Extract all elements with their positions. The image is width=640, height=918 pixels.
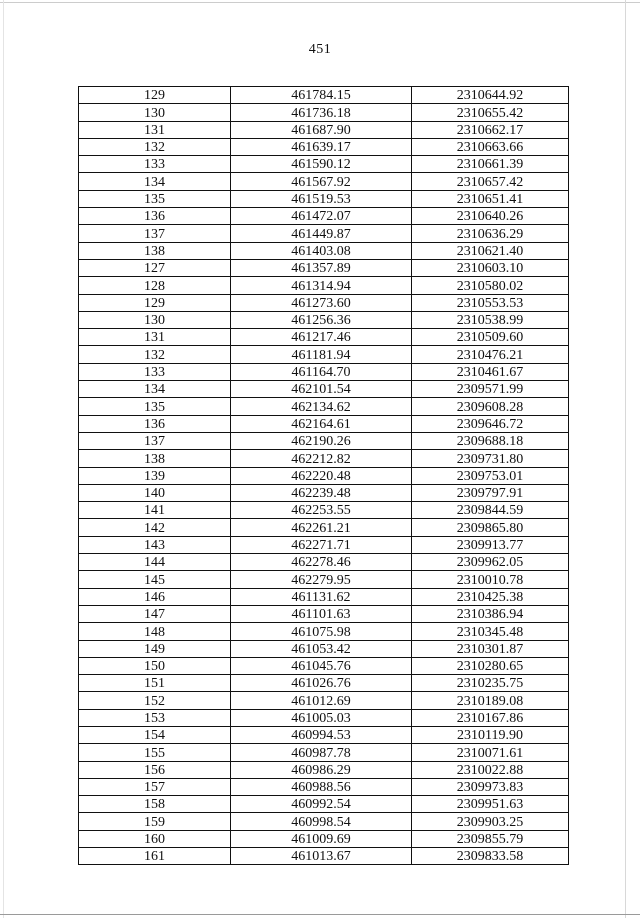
x-coordinate-cell: 461736.18 (231, 104, 412, 121)
point-number-cell: 145 (79, 571, 231, 588)
y-coordinate-cell: 2309844.59 (412, 502, 569, 519)
y-coordinate-cell: 2310010.78 (412, 571, 569, 588)
x-coordinate-cell: 461784.15 (231, 87, 412, 104)
point-number-cell: 135 (79, 398, 231, 415)
y-coordinate-cell: 2310662.17 (412, 121, 569, 138)
y-coordinate-cell: 2310538.99 (412, 311, 569, 328)
y-coordinate-cell: 2309903.25 (412, 813, 569, 830)
x-coordinate-cell: 461403.08 (231, 242, 412, 259)
point-number-cell: 148 (79, 623, 231, 640)
x-coordinate-cell: 462101.54 (231, 381, 412, 398)
table-row (79, 761, 569, 778)
table-row (79, 259, 569, 276)
table-row (79, 329, 569, 346)
scan-border-right (625, 0, 626, 918)
x-coordinate-cell: 461639.17 (231, 138, 412, 155)
x-coordinate-cell: 462253.55 (231, 502, 412, 519)
x-coordinate-cell: 461519.53 (231, 190, 412, 207)
point-number-cell: 144 (79, 554, 231, 571)
y-coordinate-cell: 2309688.18 (412, 432, 569, 449)
x-coordinate-cell: 461256.36 (231, 311, 412, 328)
point-number-cell: 134 (79, 381, 231, 398)
table-row (79, 484, 569, 501)
y-coordinate-cell: 2309865.80 (412, 519, 569, 536)
point-number-cell: 133 (79, 363, 231, 380)
y-coordinate-cell: 2310189.08 (412, 692, 569, 709)
table-row (79, 554, 569, 571)
point-number-cell: 139 (79, 467, 231, 484)
point-number-cell: 133 (79, 156, 231, 173)
point-number-cell: 147 (79, 605, 231, 622)
table-row (79, 813, 569, 830)
table-row (79, 605, 569, 622)
point-number-cell: 128 (79, 277, 231, 294)
x-coordinate-cell: 462271.71 (231, 536, 412, 553)
table-row (79, 657, 569, 674)
point-number-cell: 143 (79, 536, 231, 553)
y-coordinate-cell: 2309571.99 (412, 381, 569, 398)
y-coordinate-cell: 2310476.21 (412, 346, 569, 363)
table-row (79, 87, 569, 104)
point-number-cell: 137 (79, 225, 231, 242)
scan-border-bottom (0, 914, 640, 915)
table-row (79, 640, 569, 657)
table-row (79, 796, 569, 813)
x-coordinate-cell: 460988.56 (231, 778, 412, 795)
x-coordinate-cell: 462134.62 (231, 398, 412, 415)
coordinate-table-body (79, 87, 569, 865)
table-row (79, 588, 569, 605)
table-row (79, 138, 569, 155)
point-number-cell: 153 (79, 709, 231, 726)
x-coordinate-cell: 461101.63 (231, 605, 412, 622)
x-coordinate-cell: 461009.69 (231, 830, 412, 847)
x-coordinate-cell: 461131.62 (231, 588, 412, 605)
x-coordinate-cell: 460994.53 (231, 726, 412, 743)
table-row (79, 156, 569, 173)
table-row (79, 623, 569, 640)
table-row (79, 502, 569, 519)
table-row (79, 381, 569, 398)
point-number-cell: 141 (79, 502, 231, 519)
table-row (79, 675, 569, 692)
x-coordinate-cell: 462212.82 (231, 450, 412, 467)
x-coordinate-cell: 460992.54 (231, 796, 412, 813)
point-number-cell: 135 (79, 190, 231, 207)
table-row (79, 398, 569, 415)
y-coordinate-cell: 2309797.91 (412, 484, 569, 501)
point-number-cell: 161 (79, 848, 231, 865)
x-coordinate-cell: 462220.48 (231, 467, 412, 484)
y-coordinate-cell: 2310603.10 (412, 259, 569, 276)
x-coordinate-cell: 461026.76 (231, 675, 412, 692)
y-coordinate-cell: 2310235.75 (412, 675, 569, 692)
table-row (79, 311, 569, 328)
y-coordinate-cell: 2310580.02 (412, 277, 569, 294)
table-row (79, 173, 569, 190)
scan-border-top (0, 2, 640, 3)
point-number-cell: 146 (79, 588, 231, 605)
y-coordinate-cell: 2310661.39 (412, 156, 569, 173)
table-row (79, 450, 569, 467)
x-coordinate-cell: 462261.21 (231, 519, 412, 536)
point-number-cell: 129 (79, 294, 231, 311)
table-row (79, 225, 569, 242)
y-coordinate-cell: 2310071.61 (412, 744, 569, 761)
y-coordinate-cell: 2309833.58 (412, 848, 569, 865)
x-coordinate-cell: 461567.92 (231, 173, 412, 190)
table-row (79, 294, 569, 311)
y-coordinate-cell: 2310425.38 (412, 588, 569, 605)
point-number-cell: 131 (79, 329, 231, 346)
x-coordinate-cell: 461357.89 (231, 259, 412, 276)
y-coordinate-cell: 2309855.79 (412, 830, 569, 847)
x-coordinate-cell: 461687.90 (231, 121, 412, 138)
table-row (79, 277, 569, 294)
y-coordinate-cell: 2310301.87 (412, 640, 569, 657)
point-number-cell: 160 (79, 830, 231, 847)
point-number-cell: 138 (79, 242, 231, 259)
point-number-cell: 149 (79, 640, 231, 657)
table-row (79, 536, 569, 553)
point-number-cell: 136 (79, 208, 231, 225)
point-number-cell: 150 (79, 657, 231, 674)
x-coordinate-cell: 462190.26 (231, 432, 412, 449)
point-number-cell: 154 (79, 726, 231, 743)
point-number-cell: 132 (79, 346, 231, 363)
point-number-cell: 136 (79, 415, 231, 432)
point-number-cell: 158 (79, 796, 231, 813)
y-coordinate-cell: 2310509.60 (412, 329, 569, 346)
point-number-cell: 134 (79, 173, 231, 190)
x-coordinate-cell: 461045.76 (231, 657, 412, 674)
table-row (79, 709, 569, 726)
x-coordinate-cell: 460987.78 (231, 744, 412, 761)
table-row (79, 432, 569, 449)
x-coordinate-cell: 461012.69 (231, 692, 412, 709)
table-row (79, 242, 569, 259)
point-number-cell: 130 (79, 311, 231, 328)
y-coordinate-cell: 2310461.67 (412, 363, 569, 380)
table-row (79, 363, 569, 380)
table-row (79, 415, 569, 432)
table-row (79, 190, 569, 207)
point-number-cell: 140 (79, 484, 231, 501)
y-coordinate-cell: 2310644.92 (412, 87, 569, 104)
x-coordinate-cell: 462279.95 (231, 571, 412, 588)
x-coordinate-cell: 461273.60 (231, 294, 412, 311)
x-coordinate-cell: 461181.94 (231, 346, 412, 363)
y-coordinate-cell: 2310280.65 (412, 657, 569, 674)
table-row (79, 519, 569, 536)
point-number-cell: 129 (79, 87, 231, 104)
y-coordinate-cell: 2310022.88 (412, 761, 569, 778)
point-number-cell: 130 (79, 104, 231, 121)
y-coordinate-cell: 2309951.63 (412, 796, 569, 813)
x-coordinate-cell: 461217.46 (231, 329, 412, 346)
x-coordinate-cell: 462164.61 (231, 415, 412, 432)
coordinate-table (78, 86, 569, 865)
table-row (79, 104, 569, 121)
y-coordinate-cell: 2309646.72 (412, 415, 569, 432)
y-coordinate-cell: 2310119.90 (412, 726, 569, 743)
point-number-cell: 157 (79, 778, 231, 795)
table-row (79, 121, 569, 138)
y-coordinate-cell: 2310663.66 (412, 138, 569, 155)
x-coordinate-cell: 461005.03 (231, 709, 412, 726)
y-coordinate-cell: 2310657.42 (412, 173, 569, 190)
table-row (79, 692, 569, 709)
y-coordinate-cell: 2310553.53 (412, 294, 569, 311)
x-coordinate-cell: 461472.07 (231, 208, 412, 225)
point-number-cell: 127 (79, 259, 231, 276)
point-number-cell: 152 (79, 692, 231, 709)
y-coordinate-cell: 2310640.26 (412, 208, 569, 225)
y-coordinate-cell: 2310636.29 (412, 225, 569, 242)
page-number: 451 (308, 42, 332, 57)
table-row (79, 467, 569, 484)
y-coordinate-cell: 2310655.42 (412, 104, 569, 121)
table-row (79, 346, 569, 363)
x-coordinate-cell: 462239.48 (231, 484, 412, 501)
x-coordinate-cell: 460998.54 (231, 813, 412, 830)
x-coordinate-cell: 460986.29 (231, 761, 412, 778)
point-number-cell: 138 (79, 450, 231, 467)
table-row (79, 830, 569, 847)
x-coordinate-cell: 461164.70 (231, 363, 412, 380)
point-number-cell: 137 (79, 432, 231, 449)
y-coordinate-cell: 2310651.41 (412, 190, 569, 207)
y-coordinate-cell: 2309731.80 (412, 450, 569, 467)
point-number-cell: 159 (79, 813, 231, 830)
y-coordinate-cell: 2309973.83 (412, 778, 569, 795)
point-number-cell: 132 (79, 138, 231, 155)
x-coordinate-cell: 461075.98 (231, 623, 412, 640)
table-row (79, 571, 569, 588)
y-coordinate-cell: 2309962.05 (412, 554, 569, 571)
point-number-cell: 151 (79, 675, 231, 692)
table-row (79, 848, 569, 865)
table-row (79, 744, 569, 761)
x-coordinate-cell: 461590.12 (231, 156, 412, 173)
table-row (79, 726, 569, 743)
x-coordinate-cell: 462278.46 (231, 554, 412, 571)
table-row (79, 778, 569, 795)
point-number-cell: 131 (79, 121, 231, 138)
point-number-cell: 156 (79, 761, 231, 778)
x-coordinate-cell: 461013.67 (231, 848, 412, 865)
y-coordinate-cell: 2310386.94 (412, 605, 569, 622)
x-coordinate-cell: 461449.87 (231, 225, 412, 242)
x-coordinate-cell: 461314.94 (231, 277, 412, 294)
y-coordinate-cell: 2309913.77 (412, 536, 569, 553)
scan-border-left (3, 0, 4, 918)
point-number-cell: 155 (79, 744, 231, 761)
y-coordinate-cell: 2310621.40 (412, 242, 569, 259)
x-coordinate-cell: 461053.42 (231, 640, 412, 657)
y-coordinate-cell: 2310345.48 (412, 623, 569, 640)
table-row (79, 208, 569, 225)
y-coordinate-cell: 2310167.86 (412, 709, 569, 726)
y-coordinate-cell: 2309753.01 (412, 467, 569, 484)
y-coordinate-cell: 2309608.28 (412, 398, 569, 415)
point-number-cell: 142 (79, 519, 231, 536)
